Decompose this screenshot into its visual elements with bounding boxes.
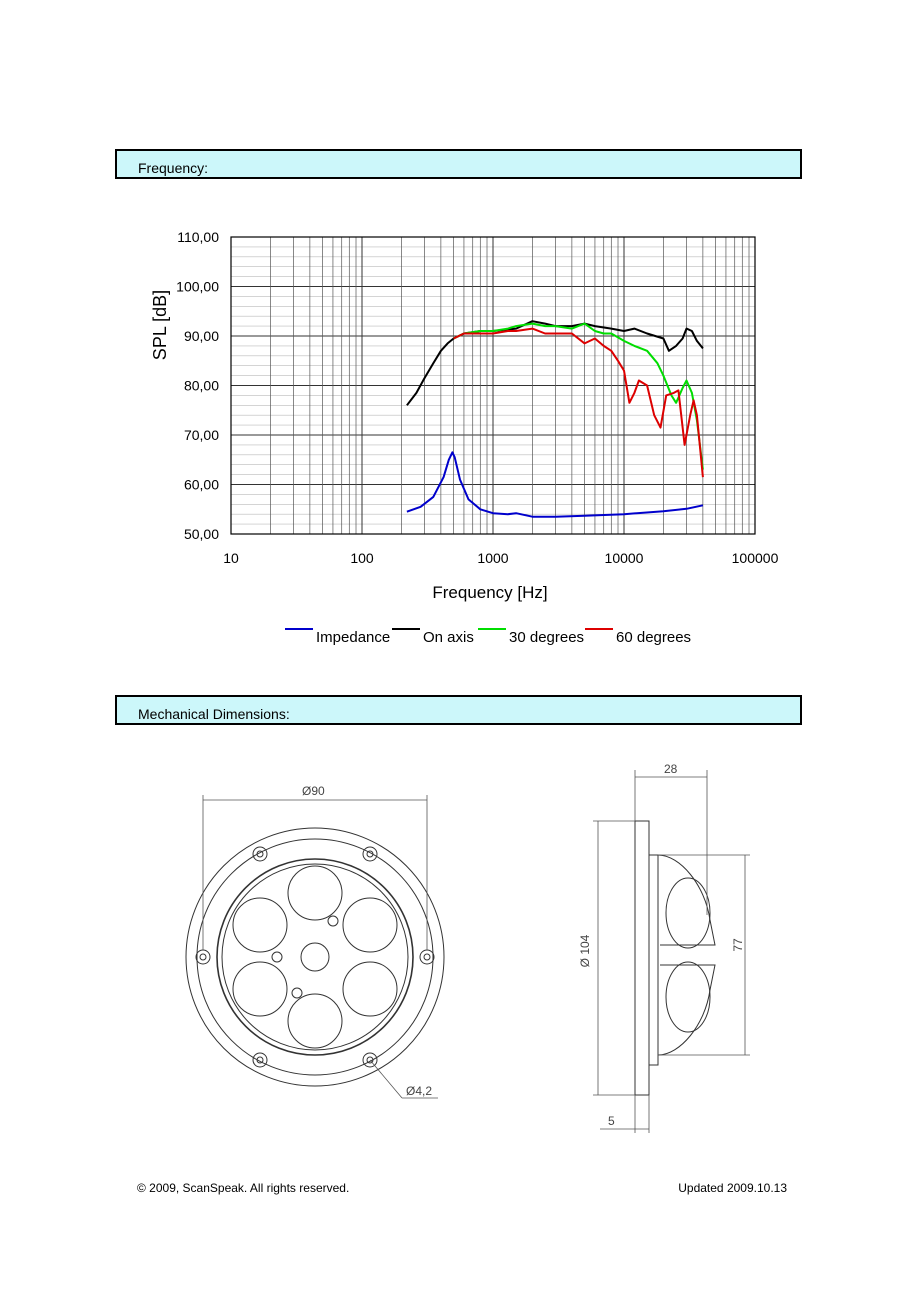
chart-grid bbox=[231, 237, 755, 534]
y-tick-label: 50,00 bbox=[183, 526, 219, 542]
legend-30-degrees-label: 30 degrees bbox=[509, 629, 585, 646]
x-tick-label: 100 bbox=[350, 550, 374, 566]
hole-diameter-label: Ø4,2 bbox=[406, 1084, 433, 1098]
center-hub bbox=[301, 943, 329, 971]
y-tick-label: 90,00 bbox=[183, 328, 219, 344]
x-tick-label: 10000 bbox=[604, 550, 644, 566]
magnet-circle bbox=[343, 898, 397, 952]
front-dimensions bbox=[203, 795, 438, 1098]
flange-thickness-label: 5 bbox=[608, 1114, 615, 1128]
chart-legend bbox=[285, 629, 691, 646]
side-dome-upper bbox=[666, 878, 710, 948]
mounting-hole bbox=[253, 847, 267, 861]
mounting-hole bbox=[420, 950, 434, 964]
housing-inner-ring bbox=[222, 864, 408, 1050]
side-body bbox=[649, 855, 658, 1065]
depth-label: 28 bbox=[664, 762, 678, 776]
side-dome-lower bbox=[666, 962, 710, 1032]
x-tick-labels bbox=[223, 550, 778, 566]
mounting-holes bbox=[196, 847, 434, 1067]
magnet-circle bbox=[288, 866, 342, 920]
x-axis-label: Frequency [Hz] bbox=[432, 583, 548, 602]
magnet-circle bbox=[233, 962, 287, 1016]
legend-on-axis-label: On axis bbox=[423, 629, 474, 646]
copyright-notice: © 2009, ScanSpeak. All rights reserved. bbox=[137, 1181, 350, 1195]
mounting-hole bbox=[363, 847, 377, 861]
side-view bbox=[635, 821, 715, 1095]
side-dimensions bbox=[593, 770, 750, 1133]
hole-leader-line bbox=[370, 1060, 402, 1098]
magnet-circle bbox=[343, 962, 397, 1016]
flange-inner-ring bbox=[197, 839, 433, 1075]
side-diameter-label: Ø 104 bbox=[578, 934, 592, 968]
chart-series bbox=[407, 321, 703, 517]
side-flange bbox=[635, 821, 649, 1095]
x-tick-label: 100000 bbox=[731, 550, 779, 566]
screw bbox=[292, 988, 302, 998]
updated-date: Updated 2009.10.13 bbox=[678, 1181, 787, 1195]
mounting-hole-center bbox=[424, 954, 430, 960]
legend-60-degrees-label: 60 degrees bbox=[616, 629, 692, 646]
y-axis-label: SPL [dB] bbox=[150, 289, 170, 361]
mounting-hole-center bbox=[200, 954, 206, 960]
driver-magnets bbox=[233, 866, 397, 1048]
flange-outer-ring bbox=[186, 828, 444, 1086]
height-label: 77 bbox=[731, 938, 745, 952]
y-tick-label: 110,00 bbox=[177, 229, 219, 245]
y-tick-label: 60,00 bbox=[183, 476, 219, 493]
mechanical-section-title: Mechanical Dimensions: bbox=[138, 706, 290, 722]
y-tick-label: 80,00 bbox=[183, 377, 219, 394]
mounting-hole bbox=[196, 950, 210, 964]
legend-impedance-label: Impedance bbox=[316, 629, 391, 646]
mechanical-section-header bbox=[115, 695, 802, 725]
y-tick-labels bbox=[176, 229, 219, 542]
mechanical-drawing bbox=[170, 755, 770, 1145]
magnet-circle bbox=[288, 994, 342, 1048]
front-diameter-label: Ø90 bbox=[302, 784, 325, 798]
housing-ring bbox=[217, 859, 413, 1055]
x-tick-label: 1000 bbox=[477, 550, 509, 566]
front-view bbox=[186, 828, 444, 1086]
frequency-section-title: Frequency: bbox=[138, 160, 209, 176]
screw bbox=[328, 916, 338, 926]
frequency-response-chart bbox=[140, 225, 820, 665]
frequency-section-header bbox=[115, 149, 802, 179]
y-tick-label: 100,00 bbox=[176, 278, 219, 295]
x-tick-label: 10 bbox=[223, 550, 239, 566]
screw bbox=[272, 952, 282, 962]
y-tick-label: 70,00 bbox=[183, 427, 219, 443]
magnet-circle bbox=[233, 898, 287, 952]
mounting-hole bbox=[253, 1053, 267, 1067]
